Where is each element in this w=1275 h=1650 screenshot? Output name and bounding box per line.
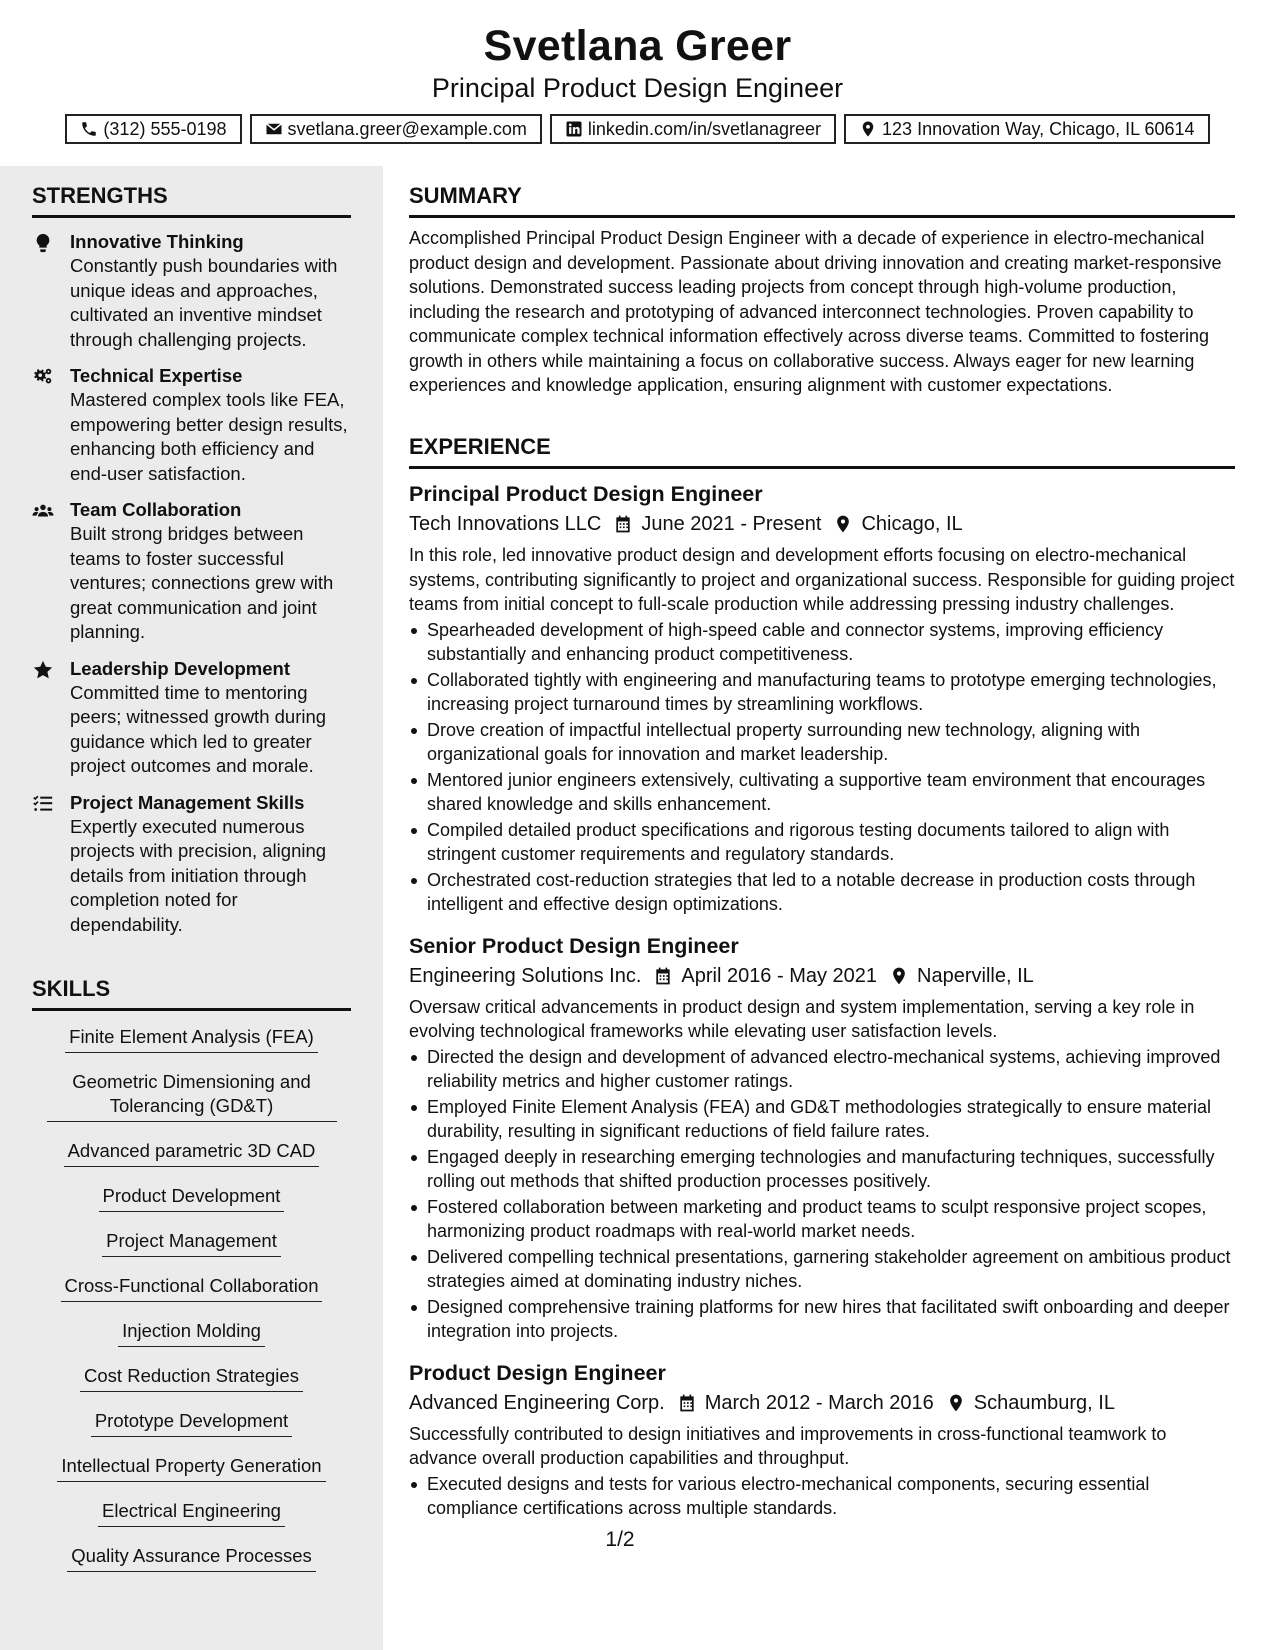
location-pin-icon [889, 966, 909, 986]
contact-email-text: svetlana.greer@example.com [287, 118, 527, 139]
strength-title: Team Collaboration [70, 499, 242, 520]
linkedin-icon [565, 120, 583, 138]
job-title: Senior Product Design Engineer [409, 933, 739, 958]
lightbulb-icon [32, 232, 54, 254]
experience-section [409, 434, 1235, 1521]
job-title: Principal Product Design Engineer [409, 482, 763, 506]
envelope-icon [265, 120, 283, 138]
job-meta [409, 1388, 1235, 1418]
bullet-item: Engaged deeply in researching emerging technologies and manufacturing techniques, successfully rolling out methods that shifted production processes positively. [409, 1145, 1235, 1194]
bullet-item: Orchestrated cost-reduction strategies that led to a notable decrease in production costs through intelligent and effective design optimizations. [409, 868, 1235, 917]
calendar-icon [613, 514, 633, 534]
skill-item: Project Management [102, 1227, 281, 1257]
job-description: In this role, led innovative product design and development efforts focusing on electro-mechanical systems, contributing significantly to project and organizational success. Responsible for guiding project teams from initial concept to full-scale production while addressing pressing industry challenges. [409, 545, 1235, 614]
job-description: Oversaw critical advancements in product design and system implementation, serving a key role in evolving technological frameworks while elevating user satisfaction levels. [409, 996, 1195, 1041]
phone-icon [80, 120, 98, 138]
skills-heading: SKILLS [32, 976, 351, 1011]
contact-email [250, 114, 542, 144]
contact-address [844, 114, 1210, 144]
skill-item: Advanced parametric 3D CAD [64, 1137, 320, 1167]
bullet-item: Employed Finite Element Analysis (FEA) and GD&T methodologies strategically to ensure material durability, resulting in significant reductions of field failure rates. [409, 1095, 1235, 1144]
bullet-item: Collaborated tightly with engineering and manufacturing teams to prototype emerging technologies, increasing project turnaround times by streamlining workflows. [409, 668, 1235, 717]
location-pin-icon [859, 120, 877, 138]
candidate-name: Svetlana Greer [483, 22, 792, 70]
contact-address-text: 123 Innovation Way, Chicago, IL 60614 [882, 118, 1195, 139]
summary-heading: SUMMARY [409, 183, 1235, 218]
strength-title: Leadership Development [70, 657, 291, 679]
job-title: Product Design Engineer [409, 1360, 666, 1385]
experience-heading: EXPERIENCE [409, 434, 1235, 469]
job-dates: March 2012 - March 2016 [704, 1391, 934, 1414]
strength-title: Innovative Thinking [70, 231, 244, 252]
job-dates: April 2016 - May 2021 [681, 964, 878, 987]
job-company: Advanced Engineering Corp. [409, 1391, 665, 1414]
strengths-heading: STRENGTHS [32, 183, 351, 218]
strength-description: Constantly push boundaries with unique ideas and approaches, cultivated an inventive mindset through challenging projects. [70, 255, 338, 350]
skill-item: Prototype Development [91, 1407, 292, 1437]
job-company: Engineering Solutions Inc. [409, 964, 642, 987]
strengths-section [32, 183, 351, 937]
skill-item: Intellectual Property Generation [57, 1452, 325, 1482]
bullet-item: Spearheaded development of high-speed cable and connector systems, improving efficiency substantially and enhancing product competitiveness. [409, 618, 1235, 667]
skill-item: Electrical Engineering [98, 1497, 285, 1527]
bullet-item: Compiled detailed product specifications and rigorous testing documents tailored to align with stringent customer requirements and regulatory standards. [409, 818, 1235, 867]
strength-item [32, 230, 351, 352]
strength-item [32, 791, 351, 938]
skill-item: Cross-Functional Collaboration [61, 1272, 323, 1302]
job-dates: June 2021 - Present [641, 513, 822, 535]
gears-icon [32, 366, 54, 388]
location-pin-icon [833, 514, 853, 534]
contact-phone-text: (312) 555-0198 [103, 118, 227, 139]
bullet-item: Mentored junior engineers extensively, cultivating a supportive team environment that encourages shared knowledge and skills enhancement. [409, 768, 1235, 817]
resume-header [0, 0, 1275, 166]
strength-item [32, 657, 351, 779]
skill-item: Product Development [99, 1182, 285, 1212]
contact-linkedin [550, 114, 836, 144]
job-meta [409, 509, 1235, 539]
bullet-item: Delivered compelling technical presentations, garnering stakeholder agreement on ambitious product strategies aimed at dominating industry niches. [409, 1245, 1235, 1294]
contact-bar [0, 114, 1275, 144]
skill-item: Geometric Dimensioning and Tolerancing (GD&T) [47, 1068, 337, 1122]
job-company: Tech Innovations LLC [409, 513, 602, 535]
bullet-item: Executed designs and tests for various electro-mechanical components, securing essential compliance certifications across multiple standards. [409, 1472, 1235, 1521]
job-location: Schaumburg, IL [973, 1391, 1115, 1414]
bullet-item: Directed the design and development of advanced electro-mechanical systems, achieving improved reliability metrics and higher customer ratings. [409, 1045, 1235, 1094]
list-check-icon [32, 793, 54, 815]
bullet-item: Designed comprehensive training platforms for new hires that facilitated swift onboarding and deeper integration into projects. [409, 1295, 1235, 1344]
calendar-icon [653, 966, 673, 986]
calendar-icon [677, 1393, 697, 1413]
strength-title: Technical Expertise [70, 365, 243, 386]
skill-item: Finite Element Analysis (FEA) [65, 1023, 318, 1053]
location-pin-icon [946, 1393, 966, 1413]
strength-description: Built strong bridges between teams to foster successful ventures; connections grew with great communication and joint planning. [70, 523, 334, 642]
bullet-item: Drove creation of impactful intellectual property surrounding new technology, aligning with organizational goals for innovation and market leadership. [409, 718, 1235, 767]
skill-item: Cost Reduction Strategies [80, 1362, 303, 1392]
strength-description: Committed time to mentoring peers; witnessed growth during guidance which led to greater project outcomes and morale. [70, 681, 327, 776]
job-entry [409, 479, 1235, 917]
job-meta [409, 961, 1235, 991]
strength-title: Project Management Skills [70, 791, 305, 813]
main-content [383, 166, 1275, 1650]
contact-phone [65, 114, 241, 144]
job-entry [409, 931, 1235, 1344]
contact-linkedin-text: linkedin.com/in/svetlanagreer [587, 118, 822, 139]
summary-text: Accomplished Principal Product Design Engineer with a decade of experience in electro-mechanical product design and development. Passionate about driving innovation and creating market-responsive solutions. Demonstrated success leading projects from concept through high-volume production, including the research and prototyping of advanced interconnect technologies. Proven capability to communicate complex technical information effectively across diverse teams. Committed to fostering growth in others while maintaining a focus on collaborative success. Always eager for new learning experiences and knowledge application, ensuring alignment with customer expectations. [409, 228, 1222, 395]
strength-description: Mastered complex tools like FEA, empowering better design results, enhancing both efficiency and end-user satisfaction. [70, 389, 348, 484]
bullet-item: Fostered collaboration between marketing and product teams to sculpt responsive project scopes, harmonizing product roadmaps with real-world market needs. [409, 1195, 1235, 1244]
page-number: 1/2 [605, 1528, 635, 1551]
job-bullets [409, 618, 1235, 917]
skills-list [32, 1023, 351, 1587]
job-bullets [409, 1472, 1235, 1521]
strength-item [32, 498, 351, 645]
strength-item [32, 364, 351, 486]
job-bullets [409, 1045, 1235, 1344]
summary-section [409, 183, 1235, 398]
users-icon [32, 500, 54, 522]
strength-description: Expertly executed numerous projects with precision, aligning details from initiation through completion noted for dependability. [70, 815, 327, 935]
skills-section [32, 976, 351, 1587]
skill-item: Injection Molding [118, 1317, 265, 1347]
candidate-title: Principal Product Design Engineer [431, 73, 844, 103]
job-description: Successfully contributed to design initiatives and improvements in cross-functional teamwork to advance overall production capabilities and throughput. [409, 1423, 1167, 1468]
sidebar [0, 166, 383, 1650]
star-icon [32, 659, 54, 681]
job-location: Naperville, IL [917, 964, 1034, 987]
skill-item: Quality Assurance Processes [67, 1542, 316, 1572]
job-location: Chicago, IL [861, 513, 963, 535]
job-entry [409, 1358, 1235, 1521]
